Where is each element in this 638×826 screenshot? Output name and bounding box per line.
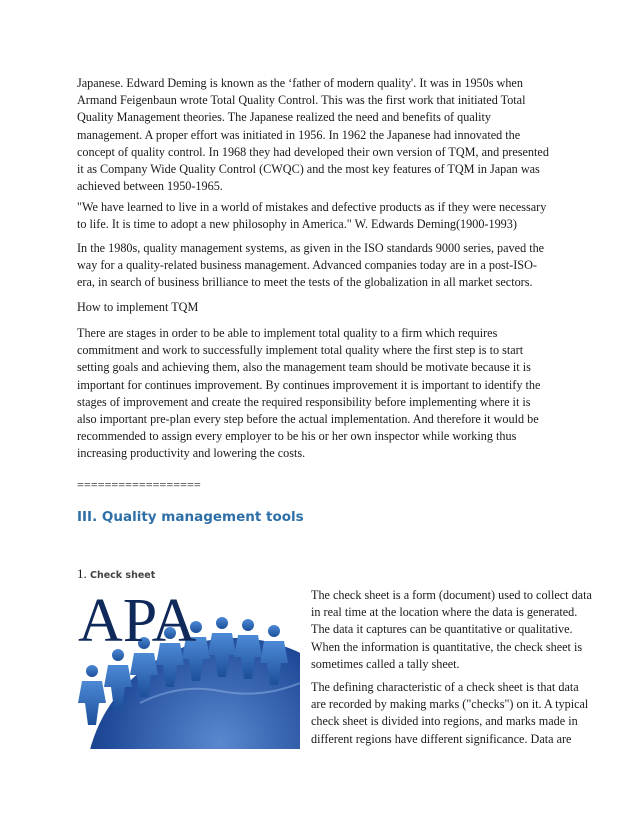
text-line: Quality Management theories. The Japanese realized the need and benefits of quality <box>77 110 491 125</box>
subsection-heading <box>77 566 155 582</box>
text-line: Japanese. Edward Deming is known as the ‘father of modern quality'. It was in 1950s when <box>77 76 523 90</box>
check-sheet-paragraph-1 <box>311 587 638 673</box>
subsection-number: 1. <box>77 566 90 581</box>
subsection-label: Check sheet <box>90 570 156 581</box>
paragraph-implementation <box>77 325 563 463</box>
text-line: sometimes called a tally sheet. <box>311 656 460 671</box>
text-line: era, in search of business brilliance to meet the tests of the globalization in all market sectors. <box>77 275 533 290</box>
text-line: How to implement TQM <box>77 300 199 314</box>
text-line: In the 1980s, quality management systems, as given in the ISO standards 9000 series, paved the <box>77 241 545 255</box>
text-line: increasing productivity and lowering the costs. <box>77 446 306 461</box>
text-line: different regions have different significance. Data are <box>311 731 572 746</box>
check-sheet-paragraph-2 <box>311 679 638 748</box>
text-line: "We have learned to live in a world of mistakes and defective products as if they were necessary <box>77 200 547 214</box>
text-line: in real time at the location where the data is generated. <box>311 605 578 620</box>
section-heading: III. Quality management tools <box>77 509 304 525</box>
deming-quote <box>77 199 563 233</box>
text-line: stages of improvement and create the required responsibility before implementing where it is <box>77 394 531 409</box>
text-line: also important pre-plan every step before the actual implementation. And therefore it would be <box>77 412 539 427</box>
how-to-heading <box>77 299 563 316</box>
text-line: The data it captures can be quantitative or qualitative. <box>311 622 573 637</box>
apa-logo-text: APA <box>78 587 197 655</box>
text-line: management. A proper effort was initiated in 1956. In 1962 the Japanese had innovated the <box>77 127 521 142</box>
text-line: commitment and work to successfully implement total quality where the first step is to start <box>77 343 524 358</box>
text-line: achieved between 1950-1965. <box>77 179 223 194</box>
text-line: are recorded by making marks ("checks") on it. A typical <box>311 697 589 712</box>
text-line: it as Company Wide Quality Control (CWQC) and the most key features of TQM in Japan was <box>77 162 540 177</box>
paragraph-tqm-history <box>77 75 563 195</box>
text-line: important for continues improvement. By continues improvement it is important to identify the <box>77 377 541 392</box>
apa-logo-image <box>70 583 300 749</box>
text-line: Armand Feigenbaun wrote Total Quality Control. This was the first work that initiated Total <box>77 93 526 108</box>
text-line: way for a quality-related business management. Advanced companies today are in a post-ISO- <box>77 258 537 273</box>
text-line: to life. It is time to adopt a new philosophy in America." W. Edwards Deming(1900-1993) <box>77 217 517 232</box>
text-line: setting goals and achieving them, also the management team should be motivate because it is <box>77 360 531 375</box>
text-line: When the information is quantitative, the check sheet is <box>311 639 583 654</box>
paragraph-iso <box>77 240 563 292</box>
text-line: The defining characteristic of a check sheet is that data <box>311 680 579 694</box>
text-line: There are stages in order to be able to implement total quality to a firm which requires <box>77 326 498 340</box>
separator-line: ================== <box>77 478 201 492</box>
apa-globe-illustration <box>70 583 300 749</box>
text-line: concept of quality control. In 1968 they had developed their own version of TQM, and presented <box>77 144 549 159</box>
text-line: check sheet is divided into regions, and marks made in <box>311 714 578 729</box>
text-line: The check sheet is a form (document) used to collect data <box>311 588 592 602</box>
text-line: recommended to assign every employer to be his or her own inspector while working thus <box>77 429 517 444</box>
